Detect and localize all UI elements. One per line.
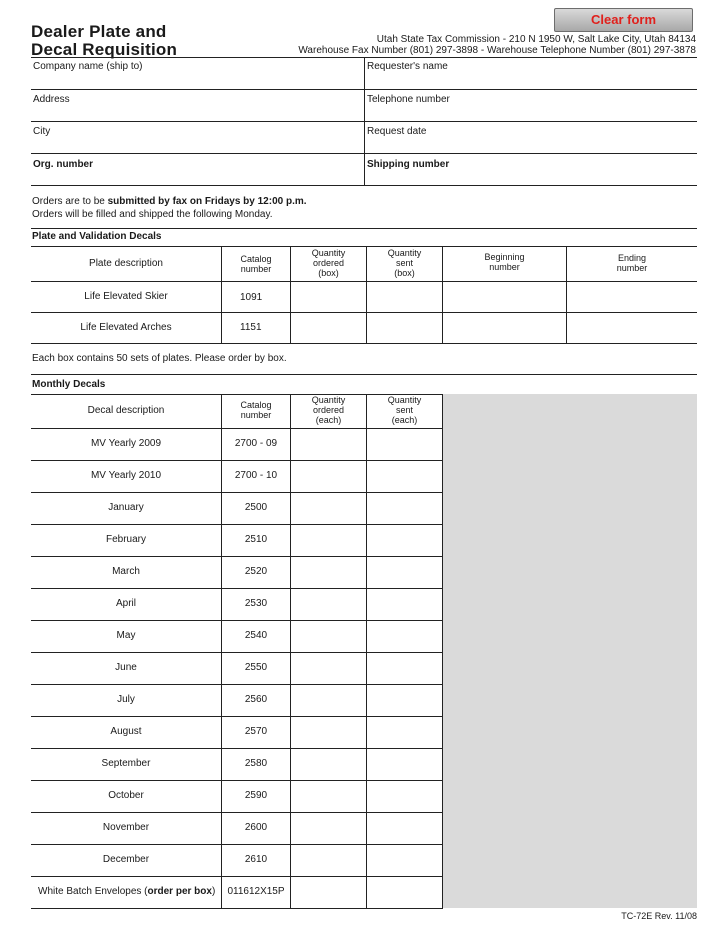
plate-qty-sent-input[interactable]	[367, 282, 442, 312]
envelope-prefix: White Batch Envelopes (	[38, 886, 148, 897]
address-label: Address	[33, 94, 70, 105]
envelope-catalog: 011612X15P	[227, 886, 285, 897]
decal-section-title: Monthly Decals	[32, 379, 106, 390]
decal-qty-sent-input[interactable]	[367, 749, 442, 780]
decal-row-catalog: 2550	[244, 662, 268, 673]
envelope-order-note: order per box	[147, 886, 212, 897]
decal-row-catalog: 2610	[244, 854, 268, 865]
decal-qty-ordered-input[interactable]	[291, 429, 366, 460]
header-line: Catalog	[240, 400, 272, 410]
decal-qty-ordered-input[interactable]	[291, 845, 366, 876]
plate-beginning-header	[443, 252, 566, 272]
clear-form-button[interactable]: Clear form	[554, 8, 693, 32]
address-input[interactable]	[31, 106, 364, 120]
decal-row-catalog: 2560	[244, 694, 268, 705]
header-line: number	[489, 262, 520, 272]
requester-input[interactable]	[365, 73, 697, 88]
city-label: City	[33, 126, 51, 137]
decal-row-catalog: 2510	[244, 534, 268, 545]
org-number-input[interactable]	[31, 170, 364, 184]
decal-row-description: MV Yearly 2009	[90, 438, 162, 449]
header-line: ordered	[312, 405, 345, 415]
form-title-line1: Dealer Plate and	[31, 22, 167, 41]
plate-row-description: Life Elevated Arches	[80, 322, 172, 333]
requester-label: Requester's name	[367, 61, 448, 72]
plate-ending-input[interactable]	[567, 313, 697, 343]
plate-qty-ordered-input[interactable]	[291, 282, 366, 312]
decal-row-description: August	[110, 726, 142, 737]
decal-qty-ordered-input[interactable]	[291, 461, 366, 492]
plate-row-description: Life Elevated Skier	[84, 291, 168, 302]
request-date-label: Request date	[367, 126, 427, 137]
decal-qty-sent-input[interactable]	[367, 461, 442, 492]
request-date-input[interactable]	[365, 138, 697, 152]
plate-qty-ordered-input[interactable]	[291, 313, 366, 343]
decal-qty-sent-input[interactable]	[367, 781, 442, 812]
header-line: (each)	[391, 415, 418, 425]
decal-qty-ordered-input[interactable]	[291, 685, 366, 716]
plate-row-catalog: 1151	[240, 322, 262, 333]
decal-qty-sent-input[interactable]	[367, 653, 442, 684]
header-line: number	[616, 263, 648, 273]
decal-qty-ordered-input[interactable]	[291, 717, 366, 748]
plate-qty-sent-header	[367, 248, 442, 278]
header-line: Quantity	[311, 248, 346, 258]
form-number: TC-72E Rev. 11/08	[621, 911, 697, 921]
decal-row-description: September	[101, 758, 151, 769]
plate-qty-ordered-header	[291, 248, 366, 278]
header-line: ordered	[312, 258, 345, 268]
decal-row-catalog: 2580	[244, 758, 268, 769]
divider	[31, 185, 697, 186]
shipping-number-label: Shipping number	[367, 159, 450, 170]
org-number-label: Org. number	[33, 159, 94, 170]
plate-box-note: Each box contains 50 sets of plates. Please order by box.	[32, 353, 287, 364]
decal-row-description: April	[115, 598, 136, 609]
decal-row-catalog: 2700 - 10	[234, 470, 278, 481]
table-border	[31, 908, 443, 909]
decal-qty-ordered-input[interactable]	[291, 589, 366, 620]
decal-qty-sent-header	[367, 395, 442, 425]
decal-description-header: Decal description	[87, 405, 165, 416]
decal-row-description: July	[117, 694, 135, 705]
decal-qty-ordered-input[interactable]	[291, 813, 366, 844]
decal-row-catalog: 2530	[244, 598, 268, 609]
warehouse-contact: Warehouse Fax Number (801) 297-3898 - Warehouse Telephone Number (801) 297-3878	[298, 45, 696, 56]
decal-row-description: February	[105, 534, 146, 545]
header-line: (each)	[315, 415, 342, 425]
decal-qty-sent-input[interactable]	[367, 493, 442, 524]
decal-qty-ordered-input[interactable]	[291, 525, 366, 556]
decal-row-catalog: 2500	[244, 502, 268, 513]
table-border	[31, 343, 697, 344]
decal-row-catalog: 2700 - 09	[234, 438, 278, 449]
city-input[interactable]	[31, 138, 364, 152]
decal-catalog-header	[222, 400, 290, 420]
decal-qty-ordered-input[interactable]	[291, 749, 366, 780]
header-line: (box)	[318, 268, 339, 278]
decal-qty-sent-input[interactable]	[367, 685, 442, 716]
order-deadline-notice	[32, 196, 307, 207]
plate-row-catalog: 1091	[240, 292, 263, 303]
envelope-suffix: )	[211, 886, 216, 897]
header-line: sent	[395, 258, 413, 268]
header-line: sent	[395, 405, 413, 415]
plate-beginning-input[interactable]	[443, 282, 566, 312]
decal-row-description: December	[102, 854, 150, 865]
agency-address: Utah State Tax Commission - 210 N 1950 W, Salt Lake City, Utah 84134	[376, 34, 696, 45]
telephone-input[interactable]	[365, 106, 697, 120]
envelope-qty-ordered-input[interactable]	[291, 877, 366, 907]
plate-qty-sent-input[interactable]	[367, 313, 442, 343]
company-input[interactable]	[31, 73, 364, 88]
decal-qty-sent-input[interactable]	[367, 557, 442, 588]
decal-row-catalog: 2540	[244, 630, 268, 641]
decal-qty-ordered-input[interactable]	[291, 653, 366, 684]
section-divider	[31, 228, 697, 229]
shaded-unused-area	[443, 394, 697, 908]
table-border	[31, 246, 697, 247]
company-label: Company name (ship to)	[33, 61, 143, 72]
decal-qty-sent-input[interactable]	[367, 621, 442, 652]
header-line: Beginning	[484, 252, 525, 262]
decal-row-catalog: 2600	[244, 822, 268, 833]
telephone-label: Telephone number	[367, 94, 450, 105]
plate-description-header: Plate description	[89, 258, 163, 269]
envelope-qty-sent-input[interactable]	[367, 877, 442, 907]
header-line: (box)	[394, 268, 415, 278]
header-line: Quantity	[387, 248, 422, 258]
decal-qty-ordered-input[interactable]	[291, 557, 366, 588]
decal-qty-ordered-input[interactable]	[291, 493, 366, 524]
header-line: Catalog	[240, 254, 272, 264]
decal-qty-sent-input[interactable]	[367, 589, 442, 620]
decal-row-description: October	[108, 790, 144, 801]
section-divider	[31, 374, 697, 375]
notice-prefix: Orders are to be	[32, 196, 108, 207]
decal-qty-ordered-input[interactable]	[291, 621, 366, 652]
decal-row-description: January	[108, 502, 144, 513]
decal-row-description: May	[116, 630, 136, 641]
shipping-notice: Orders will be filled and shipped the following Monday.	[32, 209, 273, 220]
decal-row-description: MV Yearly 2010	[90, 470, 162, 481]
decal-qty-sent-input[interactable]	[367, 845, 442, 876]
plate-ending-header	[567, 253, 697, 273]
header-line: Quantity	[387, 395, 422, 405]
header-line: number	[240, 410, 272, 420]
header-line: Quantity	[311, 395, 346, 405]
column-divider	[442, 394, 443, 908]
decal-qty-sent-input[interactable]	[367, 717, 442, 748]
decal-row-description: June	[115, 662, 137, 673]
decal-qty-sent-input[interactable]	[367, 813, 442, 844]
decal-row-catalog: 2590	[244, 790, 268, 801]
notice-deadline: submitted by fax on Fridays by 12:00 p.m.	[107, 196, 307, 207]
plate-beginning-input[interactable]	[443, 313, 566, 343]
decal-row-description: November	[102, 822, 150, 833]
header-line: Ending	[617, 253, 647, 263]
decal-qty-sent-input[interactable]	[367, 525, 442, 556]
decal-row-catalog: 2570	[244, 726, 268, 737]
envelope-description	[38, 886, 215, 897]
plate-section-title: Plate and Validation Decals	[32, 231, 162, 242]
plate-ending-input[interactable]	[567, 282, 697, 312]
decal-row-catalog: 2520	[244, 566, 268, 577]
header-line: number	[240, 264, 272, 274]
form-title-line2: Decal Requisition	[31, 40, 178, 59]
decal-qty-ordered-header	[291, 395, 366, 425]
decal-qty-sent-input[interactable]	[367, 429, 442, 460]
plate-catalog-header	[222, 254, 290, 274]
shipping-number-input[interactable]	[365, 170, 697, 184]
decal-qty-ordered-input[interactable]	[291, 781, 366, 812]
decal-row-description: March	[112, 566, 140, 577]
